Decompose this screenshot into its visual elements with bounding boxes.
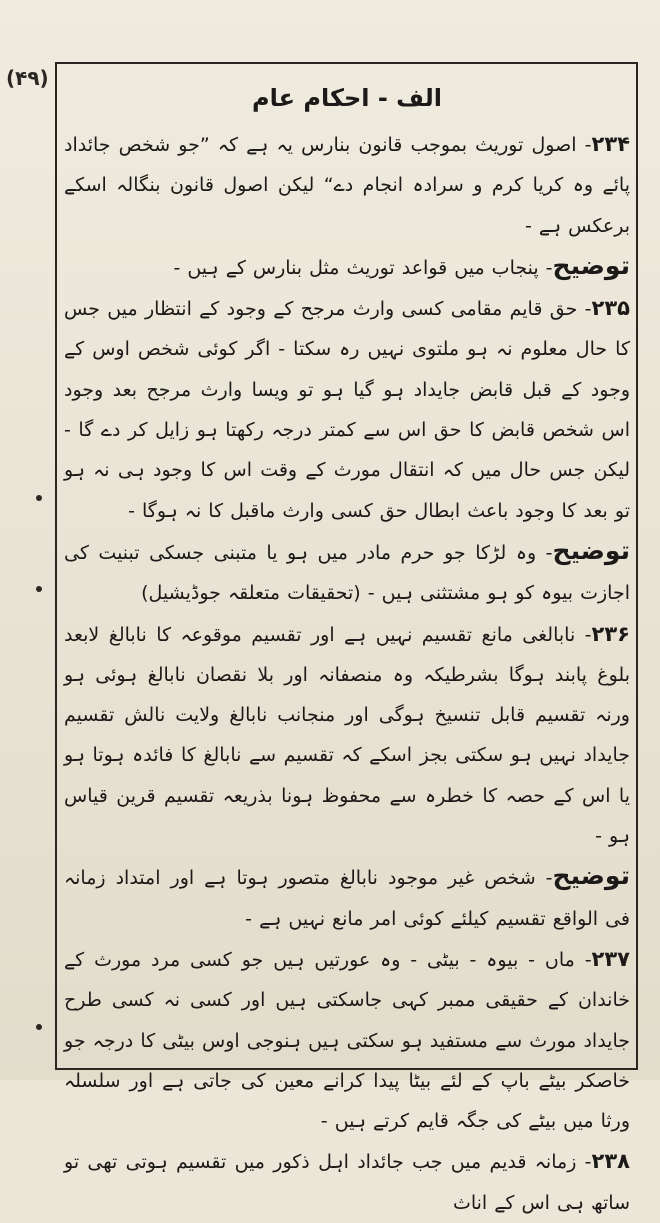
margin-dot [36,1024,42,1030]
note-236 [64,856,630,939]
note-label: توضیح [552,250,630,280]
note-text: - شخص غیر موجود نابالغ متصور ہوتا ہے اور امتداد زمانہ فی الواقع تقسیم کیلئے کوئی امر مانع نہیں ہے - [64,867,630,930]
section-text: - حق قایم مقامی کسی وارث مرجح کے وجود کے انتظار میں جس کا حال معلوم نہ ہو ملتوی نہیں رہ سکتا - اگر کوئی شخص اوس کے وجود کے قبل قابض جایداد ہو گیا ہو تو ویسا وارث مرجح بعد وجود اس شخص قابض کا حق اس سے کمتر درجہ رکھتا ہو زایل کر دے گا - لیکن جس حال میں کہ انتقال مورث کے وقت اس کا وجود ہی نہ ہو تو بعد کا وجود باعث ابطال حق کسی وارث ماقبل کا نہ ہوگا - [64,298,630,522]
note-234 [64,246,630,288]
note-text: - پنجاب میں قواعد توریث مثل بنارس کے ہیں - [173,256,553,279]
note-235 [64,531,630,614]
section-number: ۲۳۶ [591,621,630,646]
page-content [64,70,630,1214]
section-text: - اصول توریث بموجب قانون بنارس یہ ہے کہ ”جو شخص جائداد پائے وہ کریا کرم و سرادہ انجام دے“ لیکن اصول قانون بنگالہ اسکے برعکس ہے - [64,134,630,237]
margin-dot [36,495,42,501]
section-text: - ماں - بیوہ - بیٹی - وہ عورتیں ہیں جو کسی مرد مورث کے خاندان کے حقیقی ممبر کہی جاسکتی ہیں اور کسی نہ کسی طرح جایداد مورث سے مستفید ہو سکتی ہیں ہنوجی اوس بیٹی کا درجہ جو خاصکر بیٹے باپ کے لئے بیٹا پیدا کرانے معین کی جاتی ہے اور سلسلہ ورثا میں بیٹے کی جگہ قایم کرتے ہیں - [64,948,630,1133]
section-237 [64,939,630,1141]
section-number: ۲۳۴ [591,132,630,156]
section-text: - زمانہ قدیم میں جب جائداد اہل ذکور میں تقسیم ہوتی تھی تو ساتھ ہی اس کے اناث [64,1151,630,1214]
page-number: (۴۹) [6,66,49,90]
note-label: توضیح [552,861,630,891]
section-236 [64,614,630,857]
note-text: - وہ لڑکا جو حرم مادر میں ہو یا متبنی جسکی تبنیت کی اجازت بیوہ کو ہو مشتثنی ہیں - (تحقیقات متعلقہ جوڈیشیل) [64,541,630,605]
note-label: توضیح [552,535,630,565]
section-heading: الف - احکام عام [252,84,442,112]
section-text: - نابالغی مانع تقسیم نہیں ہے اور تقسیم موقوعہ کا نابالغ لابعد بلوغ پابند ہوگا بشرطیکہ وہ منصفانہ اور بلا نقصان نابالغ ہوئی ہو ورنہ تقسیم قابل تنسیخ ہوگی اور منجانب نابالغ ولایت نالش تقسیم جایداد نہیں ہو سکتی بجز اسکے کہ تقسیم سے نابالغ کا فائدہ ہوتا ہو یا اس کے حصہ کا خطرہ سے محفوظ ہونا بذریعہ تقسیم قرین قیاس ہو - [64,623,630,848]
section-234 [64,124,630,246]
section-238 [64,1141,630,1223]
margin-dot [36,586,42,592]
section-number: ۲۳۷ [591,946,630,971]
section-235 [64,288,630,531]
section-number: ۲۳۵ [591,296,630,321]
section-number: ۲۳۸ [591,1149,630,1174]
